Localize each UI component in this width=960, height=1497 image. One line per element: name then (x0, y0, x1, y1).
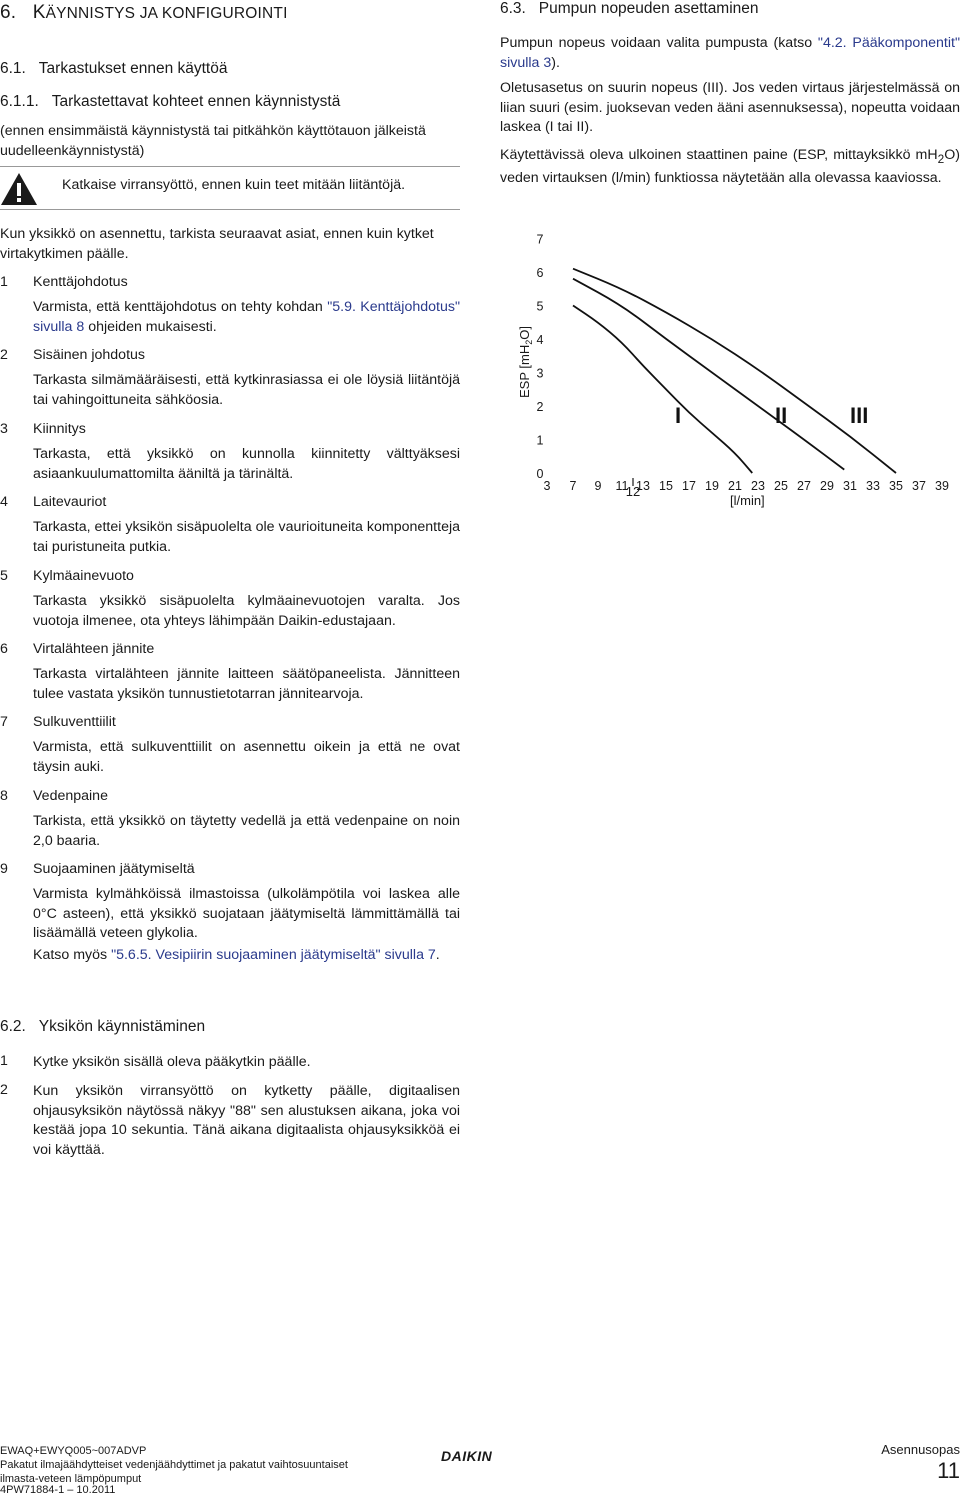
item-3-title: Kiinnitys (33, 421, 86, 437)
item-9-title: Suojaaminen jäätymiseltä (33, 861, 195, 877)
x-tick-35: 35 (889, 479, 903, 493)
item-1-number: 1 (0, 274, 8, 290)
pump-speed-paragraph-1: Pumpun nopeus voidaan valita pumpusta (katso "4.2. Pääkomponentit" sivulla 3). (500, 35, 960, 71)
item-8-body: Tarkista, että yksikkö on täytetty vedellä ja että vedenpaine on noin 2,0 baaria. (33, 813, 460, 849)
item-7-body: Varmista, että sulkuventtiilit on asennettu oikein ja että ne ovat täysin auki. (33, 739, 460, 775)
page-number: 11 (937, 1458, 960, 1483)
y-tick-1: 1 (536, 433, 544, 448)
pump-curves (573, 269, 896, 473)
warning-triangle-icon (0, 172, 38, 211)
x-tick-9: 9 (594, 479, 602, 493)
item-8-title: Vedenpaine (33, 788, 108, 804)
section-6-1-heading: 6.1. Tarkastukset ennen käyttöä (0, 60, 228, 77)
chapter-number: 6. (0, 2, 17, 23)
pump-speed-paragraph-2: Oletusasetus on suurin nopeus (III). Jos veden virtaus järjestelmässä on liian suuri (esim. juoksevan veden ääni asennuksessa), nopeutta voidaan laskea (I tai II). (500, 80, 960, 135)
item-5-title: Kylmäainevuoto (33, 568, 134, 584)
x-tick-17: 17 (682, 479, 696, 493)
item-1-link[interactable]: "5.9. Kenttäjohdotus" sivulla 8 (33, 299, 460, 335)
x-tick-labels (544, 479, 949, 493)
item-3-number: 3 (0, 421, 8, 437)
y-tick-7: 7 (536, 232, 544, 247)
esp-flow-chart (500, 220, 960, 520)
item-9-body: Varmista kylmähköissä ilmastoissa (ulkolämpötila voi laskea alle 0°C asteen), että yksikkö suojataan jäätymiseltä lämmittämällä tai lisäämällä veteen glykolia. (33, 886, 460, 941)
footer-description-1: Pakatut ilmajäähdytteiset vedenjäähdyttimet ja pakatut vaihtosuuntaiset (0, 1459, 348, 1471)
chapter-title-rest: ÄYNNISTYS JA KONFIGUROINTI (45, 5, 288, 22)
curve-ii (573, 279, 844, 470)
x-tick-15: 15 (659, 479, 673, 493)
item-5-number: 5 (0, 568, 8, 584)
section-6-2-heading: 6.2. Yksikön käynnistäminen (0, 1018, 206, 1035)
y-tick-6: 6 (536, 266, 544, 280)
checks-intro: Kun yksikkö on asennettu, tarkista seuraavat asiat, ennen kuin kytket virtakytkimen päälle. (0, 226, 434, 262)
step-1-text: Kytke yksikön sisällä oleva pääkytkin päälle. (33, 1054, 311, 1070)
item-6-body: Tarkasta virtalähteen jännite laitteen säätöpaneelista. Jännitteen tulee vastata yksikön tunnustietotarran jännitearvoja. (33, 666, 460, 702)
item-6-title: Virtalähteen jännite (33, 641, 155, 657)
item-1-title: Kenttäjohdotus (33, 274, 128, 290)
chapter-title-initial: K (32, 2, 46, 23)
x-tick-3: 3 (543, 479, 551, 493)
item-7-title: Sulkuventtiilit (33, 714, 116, 730)
footer-model: EWAQ+EWYQ005~007ADVP (0, 1445, 147, 1457)
item-8-number: 8 (0, 788, 8, 804)
daikin-logo: DAIKIN (441, 1448, 493, 1464)
x-tick-23: 23 (751, 479, 765, 493)
y-tick-0: 0 (536, 467, 544, 481)
x-tick-27: 27 (797, 479, 811, 493)
y-tick-4: 4 (536, 333, 544, 347)
x-tick-7: 7 (569, 479, 577, 493)
y-tick-3: 3 (536, 366, 544, 381)
item-4-body: Tarkasta, ettei yksikön sisäpuolelta ole vaurioituneita komponentteja tai puristuneita putkia. (33, 519, 460, 555)
item-2-body: Tarkasta silmämääräisesti, että kytkinrasiassa ei ole löysiä liitäntöjä tai vahingoittuneita sähköosia. (33, 372, 460, 408)
curve-label-i: I (675, 403, 682, 428)
item-9-number: 9 (0, 861, 8, 877)
x-tick-31: 31 (843, 479, 857, 493)
curve-iii (573, 269, 896, 473)
warning-bottom-rule (0, 209, 460, 210)
item-3-body: Tarkasta, että yksikkö on kunnolla kiinnitetty välttyäksesi asiaankuulumattomilta ääniltä ja tärinältä. (33, 446, 460, 482)
x-tick-25: 25 (774, 479, 788, 493)
pump-speed-paragraph-3: Käytettävissä oleva ulkoinen staattinen paine (ESP, mittayksikkö $mH_2O$) veden virtauksen (l/min) funktiossa näytetään alla olevassa kaaviossa. (500, 147, 960, 187)
x-tick-13: 13 (636, 479, 650, 493)
item-2-number: 2 (0, 347, 8, 363)
y-tick-labels (537, 233, 544, 482)
y-tick-5: 5 (536, 299, 544, 314)
x-tick-29: 29 (820, 479, 834, 493)
step-1-number: 1 (0, 1053, 8, 1069)
warning-top-rule (0, 166, 460, 167)
step-2-text: Kun yksikön virransyöttö on kytketty päälle, digitaalisen ohjausyksikön näytössä näkyy "88" sen alustuksen aikana, joka voi kestää jopa 10 sekuntia. Tänä aikana digitaalista ohjausyksikköä ei voi käyttää. (33, 1083, 460, 1158)
x-tick-21: 21 (728, 479, 742, 493)
x-tick-39: 39 (935, 479, 949, 493)
curve-label-ii: II (775, 403, 788, 428)
step-2-number: 2 (0, 1082, 8, 1098)
item-1-body: Varmista, että kenttäjohdotus on tehty kohdan "5.9. Kenttäjohdotus" sivulla 8 ohjeiden mukaisesti. (33, 299, 460, 335)
x-tick-37: 37 (912, 479, 926, 493)
item-7-number: 7 (0, 714, 8, 730)
x-tick-19: 19 (705, 479, 719, 493)
footer-doc-number: 4PW71884-1 – 10.2011 (0, 1484, 116, 1496)
item-5-body: Tarkasta yksikkö sisäpuolelta kylmäainevuotojen varalta. Jos vuotoja ilmenee, ota yhteys lähimpään Daikin-edustajaan. (33, 593, 460, 629)
item-2-title: Sisäinen johdotus (33, 347, 146, 363)
x-axis-label: [l/min] (730, 493, 765, 508)
chapter-heading (0, 2, 288, 24)
x-tick-33: 33 (866, 479, 880, 493)
section-6-3-heading: 6.3. Pumpun nopeuden asettaminen (500, 0, 759, 17)
curve-label-iii: III (850, 403, 869, 428)
item-4-number: 4 (0, 494, 8, 510)
x-tick-11: 11 (615, 479, 629, 493)
item-9-link[interactable]: "5.6.5. Vesipiirin suojaaminen jäätymiseltä" sivulla 7 (111, 947, 436, 963)
item-6-number: 6 (0, 641, 8, 657)
y-axis-label: ESP $[mH_2O]$ (517, 326, 534, 398)
warning-text: Katkaise virransyöttö, ennen kuin teet mitään liitäntöjä. (62, 177, 406, 193)
pump-components-link[interactable]: "4.2. Pääkomponentit" sivulla 3 (500, 35, 960, 71)
x-marker-label: 12 (625, 484, 641, 499)
footer-manual-name: Asennusopas (881, 1442, 960, 1457)
item-4-title: Laitevauriot (33, 494, 107, 510)
intro-text: (ennen ensimmäistä käynnistystä tai pitkähkön käyttötauon jälkeistä uudelleenkäynnistystä) (0, 123, 426, 159)
item-9-see-also: Katso myös "5.6.5. Vesipiirin suojaaminen jäätymiseltä" sivulla 7. (33, 947, 440, 963)
section-6-1-1-heading: 6.1.1. Tarkastettavat kohteet ennen käynnistystä (0, 93, 341, 110)
curve-i (573, 306, 752, 474)
footer-description-2: ilmasta-veteen lämpöpumput (0, 1473, 142, 1485)
y-tick-2: 2 (536, 400, 544, 414)
